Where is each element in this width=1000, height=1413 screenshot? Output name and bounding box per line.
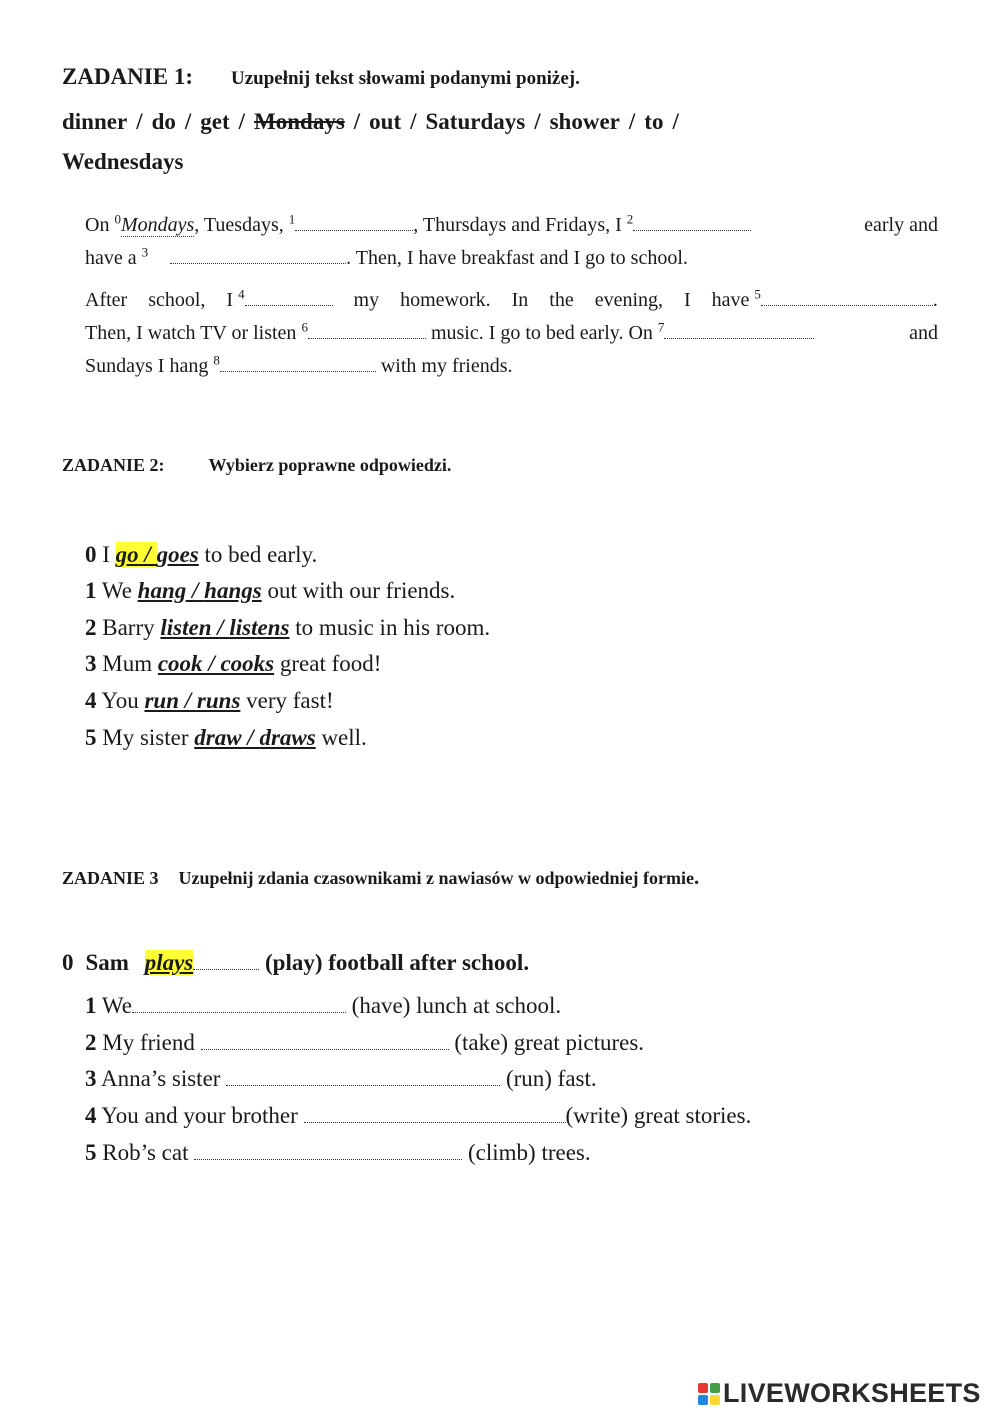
task1-heading-label: ZADANIE 1:: [62, 64, 193, 89]
verb-gap-5-input[interactable]: [194, 1158, 462, 1160]
task1-instruction: Uzupełnij tekst słowami podanymi poniżej.: [230, 68, 580, 89]
word-bank-item: out: [369, 109, 402, 134]
choice-option[interactable]: goes: [156, 542, 199, 567]
gap-2-input[interactable]: [633, 229, 751, 231]
task2-item-5: 5 My sister draw / draws well.: [85, 725, 367, 750]
word-bank-item: dinner: [62, 109, 128, 134]
choice-option-selected[interactable]: go /: [115, 542, 157, 567]
gap-3-input[interactable]: [170, 262, 346, 264]
word-bank-item: do: [151, 109, 176, 134]
task3-example: 0 Sam plays (play) football after school.: [62, 950, 530, 975]
choice-option[interactable]: cook: [157, 651, 203, 676]
choice-option[interactable]: runs: [196, 688, 241, 713]
liveworksheets-logo[interactable]: [698, 1378, 981, 1409]
word-bank-line-1: dinner / do / get / Mondays / out / Saturdays / shower / to /: [62, 109, 679, 134]
task2-heading: [62, 455, 451, 476]
logo-text: LIVEWORKSHEETS: [723, 1378, 981, 1408]
word-bank-item-used: Mondays: [254, 109, 345, 134]
logo-square-green: [710, 1383, 720, 1393]
verb-gap-3-input[interactable]: [226, 1084, 500, 1086]
logo-square-blue: [698, 1395, 708, 1405]
gap-6-input[interactable]: [308, 337, 426, 339]
choice-option[interactable]: hangs: [204, 578, 262, 603]
gap-7-input[interactable]: [664, 337, 814, 339]
gap-8-input[interactable]: [220, 370, 376, 372]
gap-1-input[interactable]: [295, 229, 413, 231]
gap-5-input[interactable]: [761, 304, 933, 306]
verb-gap-4-input[interactable]: [304, 1121, 566, 1123]
word-bank-item: Saturdays: [425, 109, 526, 134]
task3-item-1: 1 We (have) lunch at school.: [85, 993, 562, 1018]
word-bank-item: shower: [549, 109, 620, 134]
task3-item-3: 3 Anna’s sister (run) fast.: [85, 1066, 597, 1091]
liveworksheets-logo-icon: [698, 1383, 720, 1405]
task1-text-line-1: On $^0$Mondays, Tuesdays, $^1$ , Thursdays and Fridays, I $^2$ early and: [85, 211, 938, 236]
example-answer: Mondays: [120, 214, 195, 236]
task2-item-2: 2 Barry listen / listens to music in his room.: [85, 615, 491, 640]
task1-text-line-5: Sundays I hang $^8$ with my friends.: [85, 352, 513, 377]
gap-4-input[interactable]: [245, 304, 333, 306]
task2-item-1: 1 We hang / hangs out with our friends.: [85, 578, 456, 603]
task3-heading-label: ZADANIE 3: [62, 868, 159, 888]
verb-gap-1-input[interactable]: [132, 1011, 346, 1013]
task1-text-line-3: After school, I $^4$ my homework. In the evening, I have $^5$ .: [85, 286, 938, 311]
example-answer: plays: [144, 950, 194, 975]
logo-square-yellow: [710, 1395, 720, 1405]
choice-option[interactable]: run: [144, 688, 180, 713]
word-bank-item: get: [200, 109, 230, 134]
task3-instruction: Uzupełnij zdania czasownikami z nawiasów w odpowiedniej formie.: [178, 865, 700, 889]
choice-option[interactable]: draw: [194, 725, 242, 750]
logo-square-red: [698, 1383, 708, 1393]
task2-instruction: Wybierz poprawne odpowiedzi.: [208, 455, 452, 475]
verb-gap-2-input[interactable]: [201, 1048, 449, 1050]
choice-option[interactable]: cooks: [220, 651, 275, 676]
task3-item-4: 4 You and your brother (write) great stories.: [85, 1103, 752, 1128]
task3-item-2: 2 My friend (take) great pictures.: [85, 1030, 645, 1055]
task3-item-5: 5 Rob’s cat (climb) trees.: [85, 1140, 591, 1165]
choice-option[interactable]: listens: [229, 615, 290, 640]
word-bank-line-2: [62, 149, 183, 175]
task2-heading-label: ZADANIE 2:: [62, 455, 165, 475]
task2-item-3: 3 Mum cook / cooks great food!: [85, 651, 382, 676]
task2-item-0: 0 I go / goes to bed early.: [85, 542, 318, 567]
word-bank-item: Wednesdays: [62, 149, 184, 174]
task1-text-line-4: Then, I watch TV or listen $^6$ music. I go to bed early. On $^7$ and: [85, 319, 938, 344]
task1-heading: [62, 64, 580, 90]
word-bank-item: to: [644, 109, 664, 134]
choice-option[interactable]: hang: [137, 578, 187, 603]
task3-heading: [62, 865, 699, 890]
choice-option[interactable]: draws: [259, 725, 316, 750]
choice-option[interactable]: listen: [160, 615, 212, 640]
task1-text-line-2: have a $^3$ . Then, I have breakfast and I go to school.: [85, 244, 688, 269]
task2-item-4: 4 You run / runs very fast!: [85, 688, 334, 713]
